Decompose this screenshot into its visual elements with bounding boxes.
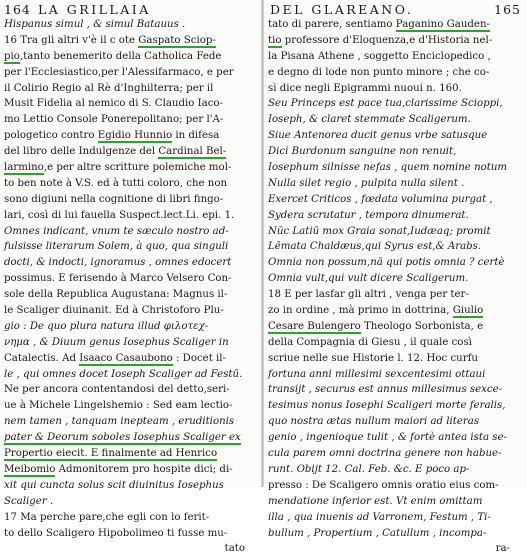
text-line: xit qui cuncta solus scit diuinitus Iosephus bbox=[4, 479, 224, 491]
text-line: Nulla silet regio , pulpita nulla silent . bbox=[268, 177, 465, 189]
left-page-header bbox=[4, 2, 256, 16]
text-line: tato di parere, sentiamo Paganino Gauden- bbox=[268, 19, 490, 30]
text-line: mendatione inferior est. Vt enim omittam bbox=[268, 495, 483, 507]
text-line: tesimus nonus Iosephi Scaligeri morte feralis, bbox=[268, 400, 506, 412]
highlighted-name: Egidio Hunnio bbox=[97, 130, 173, 142]
text-line: della Compagnia di Giesu , il quale così bbox=[268, 336, 472, 348]
text-line: sì dice negli Epigrammi nuoui n. 160. bbox=[268, 82, 462, 94]
text-line: pio,tanto benemerito della Catholica Fede bbox=[4, 50, 222, 62]
text-line: le Scaliger diuinanit. Ed à Christoforo Plu- bbox=[4, 305, 224, 317]
text-line: cula parem omni doctrina genere non habue- bbox=[268, 448, 502, 460]
highlighted-name: Cesare Bulengero bbox=[268, 320, 361, 332]
text-line: Musit Fidelia al nemico di S. Claudio Iaco- bbox=[4, 98, 224, 110]
highlighted-name: Gaspato Sciop- bbox=[138, 34, 216, 46]
left-page-text bbox=[4, 17, 259, 557]
text-line: genio , ingenioque tulit , & fortè antea ista se- bbox=[268, 432, 507, 444]
text-line: ue à Michele Lingelshemio : Sed eam lectio- bbox=[4, 400, 233, 412]
text-line: possimus. E ferisendo à Marco Velsero Con- bbox=[4, 273, 232, 285]
text-line: zo in ordine , mà primo in dottrina, Giulio bbox=[268, 305, 484, 317]
text-line: docti, & indocti, ignoramus , omnes edocert bbox=[4, 257, 232, 269]
left-page bbox=[0, 0, 262, 555]
text-line: la Pisana Athene , soggetto Enciclopedico , bbox=[268, 50, 491, 62]
text-line: nem tamen , tanquam inepteam , eruditionis bbox=[4, 416, 235, 428]
text-line: Ioseph, & claret stemmate Scaligerum. bbox=[268, 114, 471, 126]
text-line: Dici Burdonum sanguine non renuit, bbox=[268, 146, 457, 158]
text-line: 16 Tra gli altri v'è il c ote Gaspato Sciop- bbox=[4, 34, 216, 46]
text-line: Siue Antenorea ducit genus vrbe satusque bbox=[268, 130, 488, 142]
running-title: LA GRILLAIA bbox=[38, 2, 151, 17]
text-line: Scaliger . bbox=[4, 495, 54, 507]
text-line: ra- bbox=[495, 543, 510, 555]
text-line: tio professore d'Eloquenza,e d'Historia nel- bbox=[268, 34, 493, 46]
highlighted-name: Paganino Gauden- bbox=[395, 19, 490, 30]
highlighted-name: Giulio bbox=[452, 305, 484, 317]
text-line: Seu Princeps est pace tua,clarissime Scioppi, bbox=[268, 98, 503, 110]
text-line: del libro delle Indulgenze del Cardinal Bel- bbox=[4, 146, 227, 158]
text-line: fulsisse literarum Solem, à quo, qua singuli bbox=[4, 241, 229, 253]
right-page-header bbox=[268, 2, 521, 16]
text-line: Hispanus simul , & simul Batauus . bbox=[4, 19, 186, 30]
text-line: Catalectis. Ad Isaaco Casaubono : Docet il- bbox=[4, 352, 227, 364]
text-line: gio : De quo plura natura illud φιλοτεχ- bbox=[4, 320, 209, 332]
text-line: per l'Ecclesiastico,per l'Alessifarmaco, e per bbox=[4, 66, 234, 78]
text-line: Exercet Criticos , fœdata volumina purgat , bbox=[268, 193, 493, 205]
text-line: to dello Scaligero Hipobolimeo ti fusse mu- bbox=[4, 527, 228, 539]
text-line: νημα , & Diuum genus Iosephus Scaliger in bbox=[4, 336, 229, 348]
highlighted-name: Isaaco Casaubono bbox=[79, 352, 173, 364]
highlighted-name: larmino bbox=[4, 162, 44, 174]
text-line: runt. Obijt 12. Cal. Feb. &c. E poco ap- bbox=[268, 463, 470, 475]
text-line: Meibomio Admonitorem pro hospite dici; di- bbox=[4, 463, 233, 475]
page-number: 164 bbox=[4, 2, 31, 17]
highlighted-name: tio bbox=[268, 34, 282, 46]
highlighted-name: Propertio eiecit. E finalmente ad Henrico bbox=[4, 448, 218, 460]
right-page bbox=[264, 0, 527, 555]
text-line: Lēmata Chaldæus,qui Syrus est,& Arabs. bbox=[268, 241, 482, 253]
text-line: larmino,e per altre scritture polemiche mol- bbox=[4, 162, 232, 174]
text-line: 18 E per lasfar gli altri , venga per ter- bbox=[268, 289, 469, 301]
text-line: to ben note à V.S. ed à tutti coloro, che non bbox=[4, 177, 228, 189]
highlighted-name: Cardinal Bel- bbox=[158, 146, 227, 158]
text-line: illa , qua inuenis ad Varronem, Festum , Ti- bbox=[268, 511, 491, 523]
text-line bbox=[4, 430, 259, 446]
text-line: bullum , Propertium , Catullum , incompa- bbox=[268, 527, 487, 539]
text-line: sono digiuni nella cognitione di libri fingo- bbox=[4, 193, 224, 205]
right-page-text bbox=[268, 17, 524, 557]
highlighted-name: pater & Deorum soboles Iosephus Scaliger ex bbox=[4, 432, 241, 444]
text-line: pologetico contro Egidio Hunnio in difesa bbox=[4, 130, 220, 142]
text-line: transijt , securus est annus millesimus sexce- bbox=[268, 384, 503, 396]
text-line: Nūc Latiū mox Graia sonat,Iudæaq; promit bbox=[268, 225, 491, 237]
text-line: mo Lettio Console Ponerepolitano; per l'A- bbox=[4, 114, 224, 126]
highlighted-name: pio bbox=[4, 50, 20, 62]
text-line: Omnes indicant, vnum te sæculo nostro ad- bbox=[4, 225, 229, 237]
highlighted-name: Meibomio bbox=[4, 463, 56, 475]
text-line: sole della Republica Augustana: Magnus il- bbox=[4, 289, 228, 301]
text-line: Sydera scrutatur , tempora dinumerat. bbox=[268, 209, 469, 221]
text-line bbox=[4, 446, 259, 462]
text-line: il Colirio Regio al Rè d'Inghilterra; per il bbox=[4, 82, 214, 94]
text-line: Omnia non possum,nā qui potis omnia ? certè bbox=[268, 257, 505, 269]
running-title: DEL GLAREANO. bbox=[270, 2, 414, 17]
text-line: presso : De Scaligero omnis oratio eius com- bbox=[268, 479, 499, 491]
text-line: Iosephum silnisse nefas , quem nomine notum bbox=[268, 162, 508, 174]
text-line: Ne per ancora contentandosi del detto,seri- bbox=[4, 384, 230, 396]
text-line: lari, così di lui fauella Suspect.lect.Li. epi. 1. bbox=[4, 209, 235, 221]
text-line: fortuna anni millesimi sexcentesimi ottaui bbox=[268, 368, 486, 380]
text-line: scriue nelle sue Historie l. 12. Hoc curfu bbox=[268, 352, 478, 364]
text-line: e degno di lode non punto minore ; che co- bbox=[268, 66, 490, 78]
text-line: le , qui omnes docet Ioseph Scaliger ad Festū. bbox=[4, 368, 243, 380]
text-line: Omnia vult,qui vult dicere Scaligerum. bbox=[268, 273, 469, 285]
text-line: Cesare Bulengero Theologo Sorbonista, e bbox=[268, 320, 484, 332]
text-line: 17 Ma perche pare,che egli con lo ferit- bbox=[4, 511, 210, 523]
text-line: quo nostra ætas nullum maiori ad literas bbox=[268, 416, 480, 428]
page-number: 165 bbox=[494, 2, 521, 17]
text-line: tato bbox=[224, 543, 245, 555]
